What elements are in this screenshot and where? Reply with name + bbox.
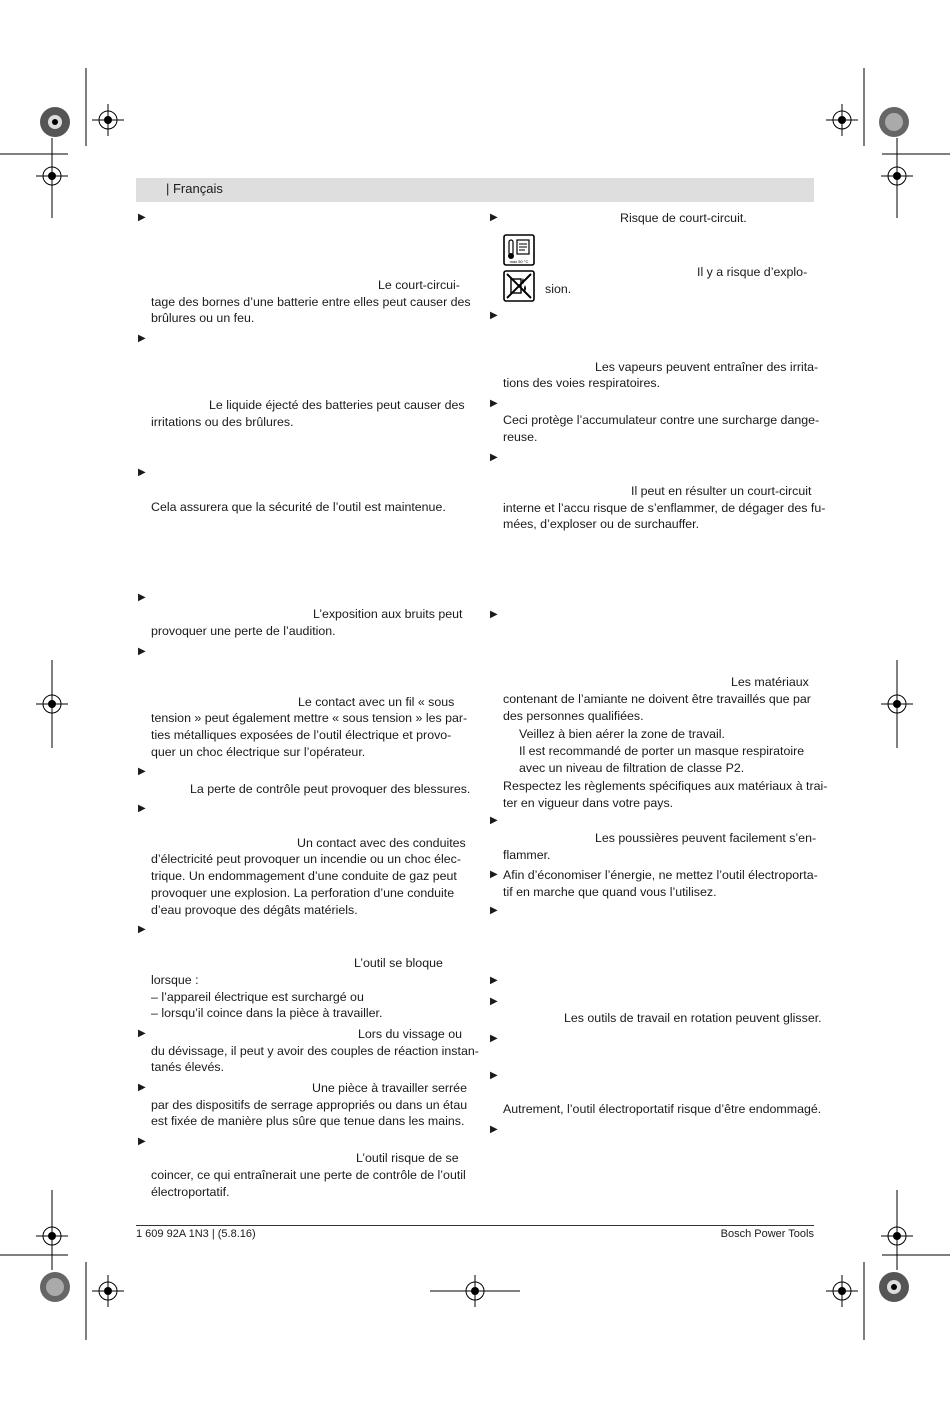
bullet-arrow-icon: ▶ — [138, 212, 146, 223]
left-text: provoquer une explosion. La perforation d’une conduite — [151, 886, 455, 900]
left-text: brûlures ou un feu. — [151, 311, 255, 325]
left-text: du dévissage, il peut y avoir des couples de réaction instan- — [151, 1044, 479, 1058]
bullet-arrow-icon: ▶ — [138, 766, 146, 777]
right-text: Il peut en résulter un court-circuit — [631, 484, 812, 498]
bullet-arrow-icon: ▶ — [490, 905, 498, 916]
right-text: avec un niveau de filtration de classe P2. — [519, 761, 745, 775]
bullet-arrow-icon: ▶ — [490, 310, 498, 321]
bullet-arrow-icon: ▶ — [490, 975, 498, 986]
left-text: provoquer une perte de l’audition. — [151, 624, 336, 638]
footer-brand: Bosch Power Tools — [720, 1228, 814, 1240]
right-text: tif en marche que quand vous l’utilisez. — [503, 885, 717, 899]
bullet-arrow-icon: ▶ — [138, 924, 146, 935]
no-water-pictogram-icon — [503, 270, 535, 302]
temperature-pictogram-icon — [503, 234, 535, 266]
right-text: Il y a risque d’explo- — [697, 265, 808, 279]
left-text: coincer, ce qui entraînerait une perte de contrôle de l’outil — [151, 1168, 466, 1182]
left-text: L’outil se bloque — [354, 956, 443, 970]
right-text: des personnes qualifiées. — [503, 709, 644, 723]
bullet-arrow-icon: ▶ — [138, 467, 146, 478]
bullet-arrow-icon: ▶ — [490, 996, 498, 1007]
left-text: – lorsqu’il coince dans la pièce à travailler. — [151, 1006, 383, 1020]
left-text: La perte de contrôle peut provoquer des blessures. — [190, 782, 471, 796]
left-text: irritations ou des brûlures. — [151, 415, 294, 429]
left-text: lorsque : — [151, 973, 199, 987]
left-text: Cela assurera que la sécurité de l’outil est maintenue. — [151, 500, 446, 514]
bullet-arrow-icon: ▶ — [490, 815, 498, 826]
right-text: tions des voies respiratoires. — [503, 376, 661, 390]
bullet-arrow-icon: ▶ — [138, 646, 146, 657]
right-text: Respectez les règlements spécifiques aux matériaux à trai- — [503, 779, 828, 793]
left-text: Lors du vissage ou — [358, 1027, 463, 1041]
right-text: Autrement, l’outil électroportatif risque d’être endommagé. — [503, 1102, 822, 1116]
right-text: Les outils de travail en rotation peuvent glisser. — [564, 1011, 822, 1025]
bullet-arrow-icon: ▶ — [138, 333, 146, 344]
left-text: électroportatif. — [151, 1185, 230, 1199]
left-text: – l’appareil électrique est surchargé ou — [151, 990, 364, 1004]
left-text: par des dispositifs de serrage appropriés ou dans un étau — [151, 1098, 468, 1112]
left-text: Un contact avec des conduites — [297, 836, 466, 850]
right-text: Les vapeurs peuvent entraîner des irrita- — [595, 360, 819, 374]
right-text: Veillez à bien aérer la zone de travail. — [519, 727, 725, 741]
bullet-arrow-icon: ▶ — [490, 212, 498, 223]
footer-doc-code: 1 609 92A 1N3 | (5.8.16) — [136, 1228, 256, 1240]
left-text: tanés élevés. — [151, 1060, 225, 1074]
left-text: Le liquide éjecté des batteries peut causer des — [209, 398, 465, 412]
right-text: interne et l’accu risque de s’enflammer, de dégager des fu- — [503, 501, 826, 515]
bullet-arrow-icon: ▶ — [490, 1070, 498, 1081]
left-text: L’outil risque de se — [356, 1151, 459, 1165]
bullet-arrow-icon: ▶ — [490, 1124, 498, 1135]
right-text: Afin d’économiser l’énergie, ne mettez l’outil électroporta- — [503, 868, 818, 882]
left-text: d’eau provoque des dégâts matériels. — [151, 903, 358, 917]
bullet-arrow-icon: ▶ — [490, 398, 498, 409]
bullet-arrow-icon: ▶ — [490, 609, 498, 620]
bullet-arrow-icon: ▶ — [138, 1028, 146, 1039]
right-text: Ceci protège l’accumulateur contre une surcharge dange- — [503, 413, 820, 427]
bullet-arrow-icon: ▶ — [490, 869, 498, 880]
left-text: ties métalliques exposées de l’outil électrique et provo- — [151, 728, 452, 742]
left-text: tage des bornes d’une batterie entre elles peut causer des — [151, 295, 471, 309]
bullet-arrow-icon: ▶ — [138, 1082, 146, 1093]
left-text: tension » peut également mettre « sous tension » les par- — [151, 711, 468, 725]
pictogram-label: max 50 °C — [509, 259, 529, 264]
right-text: contenant de l’amiante ne doivent être travaillés que par — [503, 692, 811, 706]
page-header-bar — [136, 178, 814, 202]
bullet-arrow-icon: ▶ — [138, 803, 146, 814]
left-text: trique. Un endommagement d’une conduite de gaz peut — [151, 869, 457, 883]
bullet-arrow-icon: ▶ — [138, 1136, 146, 1147]
right-text: reuse. — [503, 430, 538, 444]
right-text: sion. — [545, 282, 572, 296]
left-text: Une pièce à travailler serrée — [312, 1081, 467, 1095]
right-text: flammer. — [503, 848, 551, 862]
left-text: d’électricité peut provoquer un incendie ou un choc élec- — [151, 852, 461, 866]
left-text: Le contact avec un fil « sous — [298, 695, 455, 709]
bullet-arrow-icon: ▶ — [490, 1033, 498, 1044]
right-text: Les poussières peuvent facilement s’en- — [595, 831, 817, 845]
left-text: est fixée de manière plus sûre que tenue dans les mains. — [151, 1114, 465, 1128]
bullet-arrow-icon: ▶ — [138, 592, 146, 603]
header-language: | Français — [166, 181, 223, 196]
bullet-arrow-icon: ▶ — [490, 452, 498, 463]
right-text: Les matériaux — [731, 675, 809, 689]
right-text: ter en vigueur dans votre pays. — [503, 796, 674, 810]
left-text: quer un choc électrique sur l’opérateur. — [151, 745, 366, 759]
left-text: Le court-circui- — [378, 278, 460, 292]
footer-rule — [136, 1225, 814, 1226]
right-text: Risque de court-circuit. — [620, 211, 747, 225]
right-text: Il est recommandé de porter un masque respiratoire — [519, 744, 805, 758]
right-text: mées, d’exploser ou de surchauffer. — [503, 517, 700, 531]
left-text: L’exposition aux bruits peut — [313, 607, 463, 621]
